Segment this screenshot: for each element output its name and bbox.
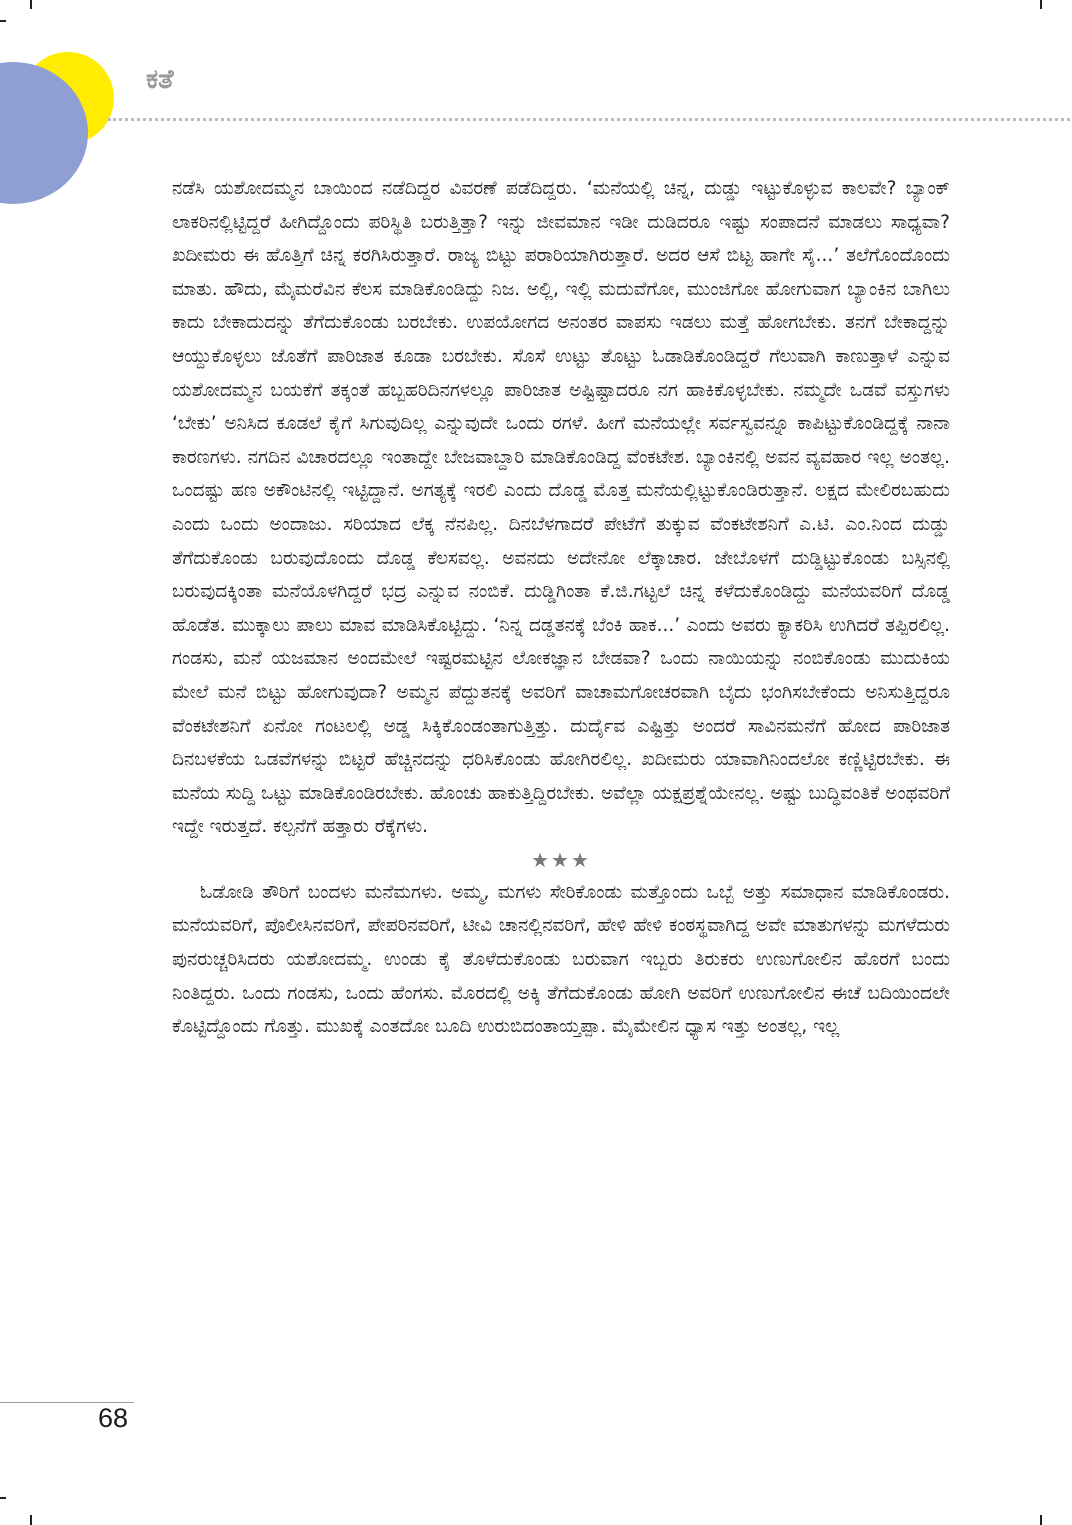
crop-mark-top-left <box>30 0 32 9</box>
section-title: ಕತೆ <box>146 64 174 95</box>
crop-mark-left-lower <box>0 1497 6 1499</box>
crop-mark-bottom-left <box>30 1515 32 1525</box>
header-dotted-rule <box>108 118 1070 121</box>
crop-mark-bottom-right <box>1040 1515 1042 1525</box>
paragraph-1: ನಡೆಸಿ ಯಶೋದಮ್ಮನ ಬಾಯಿಂದ ನಡೆದಿದ್ದರ ವಿವರಣೆ ಪಡೆದಿದ್ದರು. ‘ಮನೆಯಲ್ಲಿ ಚಿನ್ನ, ದುಡ್ಡು ಇಟ್ಟುಕೊಳ್ಳುವ ಕಾಲವೇ? ಬ್ಯಾಂಕ್ ಲಾಕರಿನಲ್ಲಿಟ್ಟಿದ್ದರೆ ಹೀಗಿದ್ದೊಂದು ಪರಿಸ್ಥಿತಿ ಬರುತ್ತಿತ್ತಾ? ಇನ್ನು ಜೀವಮಾನ ಇಡೀ ದುಡಿದರೂ ಇಷ್ಟು ಸಂಪಾದನೆ ಮಾಡಲು ಸಾಧ್ಯವಾ? ಖದೀಮರು ಈ ಹೊತ್ತಿಗೆ ಚಿನ್ನ ಕರಗಿಸಿರುತ್ತಾರೆ. ರಾಜ್ಯ ಬಿಟ್ಟು ಪರಾರಿಯಾಗಿರುತ್ತಾರೆ. ಅದರ ಆಸೆ ಬಿಟ್ಟ ಹಾಗೇ ಸೈ...’ ತಲೆಗೊಂದೊಂದು ಮಾತು. ಹೌದು, ಮೈಮರೆವಿನ ಕೆಲಸ ಮಾಡಿಕೊಂಡಿದ್ದು ನಿಜ. ಅಲ್ಲಿ, ಇಲ್ಲಿ ಮದುವೆಗೋ, ಮುಂಜಿಗೋ ಹೋಗುವಾಗ ಬ್ಯಾಂಕಿನ ಬಾಗಿಲು ಕಾದು ಬೇಕಾದುದನ್ನು ತೆಗೆದುಕೊಂಡು ಬರಬೇಕು. ಉಪಯೋಗದ ಅನಂತರ ವಾಪಸು ಇಡಲು ಮತ್ತೆ ಹೋಗಬೇಕು. ತನಗೆ ಬೇಕಾದ್ದನ್ನು ಆಯ್ದುಕೊಳ್ಳಲು ಜೊತೆಗೆ ಪಾರಿಜಾತ ಕೂಡಾ ಬರಬೇಕು. ಸೊಸೆ ಉಟ್ಟು ತೊಟ್ಟು ಓಡಾಡಿಕೊಂಡಿದ್ದರೆ ಗೆಲುವಾಗಿ ಕಾಣುತ್ತಾಳೆ ಎನ್ನುವ ಯಶೋದಮ್ಮನ ಬಯಕೆಗೆ ತಕ್ಕಂತೆ ಹಬ್ಬಹರಿದಿನಗಳಲ್ಲೂ ಪಾರಿಜಾತ ಅಷ್ಟಿಷ್ಟಾದರೂ ನಗ ಹಾಕಿಕೊಳ್ಳಬೇಕು. ನಮ್ಮದೇ ಒಡವೆ ವಸ್ತುಗಳು ‘ಬೇಕು’ ಅನಿಸಿದ ಕೂಡಲೆ ಕೈಗೆ ಸಿಗುವುದಿಲ್ಲ ಎನ್ನುವುದೇ ಒಂದು ರಗಳೆ. ಹೀಗೆ ಮನೆಯಲ್ಲೇ ಸರ್ವಸ್ವವನ್ನೂ ಕಾಪಿಟ್ಟುಕೊಂಡಿದ್ದಕ್ಕೆ ನಾನಾ ಕಾರಣಗಳು. ನಗದಿನ ವಿಚಾರದಲ್ಲೂ ಇಂತಾದ್ದೇ ಬೇಜವಾಬ್ದಾರಿ ಮಾಡಿಕೊಂಡಿದ್ದ ವೆಂಕಟೇಶ. ಬ್ಯಾಂಕಿನಲ್ಲಿ ಅವನ ವ್ಯವಹಾರ ಇಲ್ಲ ಅಂತಲ್ಲ. ಒಂದಷ್ಟು ಹಣ ಅಕೌಂಟಿನಲ್ಲಿ ಇಟ್ಟಿದ್ದಾನೆ. ಅಗತ್ಯಕ್ಕೆ ಇರಲಿ ಎಂದು ದೊಡ್ಡ ಮೊತ್ತ ಮನೆಯಲ್ಲಿಟ್ಟುಕೊಂಡಿರುತ್ತಾನೆ. ಲಕ್ಷದ ಮೇಲಿರಬಹುದು ಎಂದು ಒಂದು ಅಂದಾಜು. ಸರಿಯಾದ ಲೆಕ್ಕ ನೆನಪಿಲ್ಲ. ದಿನಬೆಳಗಾದರೆ ಪೇಟೆಗೆ ತುಕ್ಕುವ ವೆಂಕಟೇಶನಿಗೆ ಎ.ಟಿ. ಎಂ.ನಿಂದ ದುಡ್ಡು ತೆಗೆದುಕೊಂಡು ಬರುವುದೊಂದು ದೊಡ್ಡ ಕೆಲಸವಲ್ಲ. ಅವನದು ಅದೇನೋ ಲೆಕ್ಕಾಚಾರ. ಜೇಬೊಳಗೆ ದುಡ್ಡಿಟ್ಟುಕೊಂಡು ಬಸ್ಸಿನಲ್ಲಿ ಬರುವುದಕ್ಕಿಂತಾ ಮನೆಯೊಳಗಿದ್ದರೆ ಭದ್ರ ಎನ್ನುವ ನಂಬಿಕೆ. ದುಡ್ಡಿಗಿಂತಾ ಕೆ.ಜಿ.ಗಟ್ಟಲೆ ಚಿನ್ನ ಕಳೆದುಕೊಂಡಿದ್ದು ಮನೆಯವರಿಗೆ ದೊಡ್ಡ ಹೊಡೆತ. ಮುಕ್ಕಾಲು ಪಾಲು ಮಾವ ಮಾಡಿಸಿಕೊಟ್ಟಿದ್ದು. ‘ನಿನ್ನ ದಡ್ಡತನಕ್ಕೆ ಬೆಂಕಿ ಹಾಕ...’ ಎಂದು ಅವರು ಕ್ಯಾಕರಿಸಿ ಉಗಿದರೆ ತಪ್ಪಿರಲಿಲ್ಲ. ಗಂಡಸು, ಮನೆ ಯಜಮಾನ ಅಂದಮೇಲೆ ಇಷ್ಟರಮಟ್ಟಿನ ಲೋಕಜ್ಞಾನ ಬೇಡವಾ? ಒಂದು ನಾಯಿಯನ್ನು ನಂಬಿಕೊಂಡು ಮುದುಕಿಯ ಮೇಲೆ ಮನೆ ಬಿಟ್ಟು ಹೋಗುವುದಾ? ಅಮ್ಮನ ಪೆದ್ದುತನಕ್ಕೆ ಅವರಿಗೆ ವಾಚಾಮಗೋಚರವಾಗಿ ಬೈದು ಭಂಗಿಸಬೇಕೆಂದು ಅನಿಸುತ್ತಿದ್ದರೂ ವೆಂಕಟೇಶನಿಗೆ ಏನೋ ಗಂಟಲಲ್ಲಿ ಅಡ್ಡ ಸಿಕ್ಕಿಕೊಂಡಂತಾಗುತ್ತಿತ್ತು. ದುರ್ದೈವ ಎಷ್ಟಿತ್ತು ಅಂದರೆ ಸಾವಿನಮನೆಗೆ ಹೋದ ಪಾರಿಜಾತ ದಿನಬಳಕೆಯ ಒಡವೆಗಳನ್ನು ಬಿಟ್ಟರೆ ಹೆಚ್ಚಿನದನ್ನು ಧರಿಸಿಕೊಂಡು ಹೋಗಿರಲಿಲ್ಲ. ಖದೀಮರು ಯಾವಾಗಿನಿಂದಲೋ ಕಣ್ಣಿಟ್ಟಿರಬೇಕು. ಈ ಮನೆಯ ಸುದ್ದಿ ಒಟ್ಟು ಮಾಡಿಕೊಂಡಿರಬೇಕು. ಹೊಂಚು ಹಾಕುತ್ತಿದ್ದಿರಬೇಕು. ಅವೆಲ್ಲಾ ಯಕ್ಷಪ್ರಶ್ನೆಯೇನಲ್ಲ. ಅಷ್ಟು ಬುದ್ಧಿವಂತಿಕೆ ಅಂಥವರಿಗೆ ಇದ್ದೇ ಇರುತ್ತದೆ. ಕಲ್ಪನೆಗೆ ಹತ್ತಾರು ರೆಕ್ಕೆಗಳು. <box>172 178 950 838</box>
page-number: 68 <box>98 1403 129 1433</box>
article-body <box>172 172 950 1044</box>
crop-mark-top-right <box>1040 0 1042 9</box>
paragraph-2: ಓಡೋಡಿ ತೌರಿಗೆ ಬಂದಳು ಮನೆಮಗಳು. ಅಮ್ಮ, ಮಗಳು ಸೇರಿಕೊಂಡು ಮತ್ತೊಂದು ಒಬ್ಬೆ ಅತ್ತು ಸಮಾಧಾನ ಮಾಡಿಕೊಂಡರು. ಮನೆಯವರಿಗೆ, ಪೊಲೀಸಿನವರಿಗೆ, ಪೇಪರಿನವರಿಗೆ, ಟೀವಿ ಚಾನಲ್ಲಿನವರಿಗೆ, ಹೇಳಿ ಹೇಳಿ ಕಂಠಸ್ಥವಾಗಿದ್ದ ಅವೇ ಮಾತುಗಳನ್ನು ಮಗಳೆದುರು ಪುನರುಚ್ಚರಿಸಿದರು ಯಶೋದಮ್ಮ. ಉಂಡು ಕೈ ತೊಳೆದುಕೊಂಡು ಬರುವಾಗ ಇಬ್ಬರು ತಿರುಕರು ಉಣುಗೋಲಿನ ಹೊರಗೆ ಬಂದು ನಿಂತಿದ್ದರು. ಒಂದು ಗಂಡಸು, ಒಂದು ಹೆಂಗಸು. ಮೊರದಲ್ಲಿ ಅಕ್ಕಿ ತೆಗೆದುಕೊಂಡು ಹೋಗಿ ಅವರಿಗೆ ಉಣುಗೋಲಿನ ಈಚೆ ಬದಿಯಿಂದಲೇ ಕೊಟ್ಟಿದ್ದೊಂದು ಗೊತ್ತು. ಮುಖಕ್ಕೆ ಎಂತದೋ ಬೂದಿ ಉರುಬಿದಂತಾಯ್ತಪ್ಪಾ. ಮೈಮೇಲಿನ ಧ್ಯಾಸ ಇತ್ತು ಅಂತಲ್ಲ, ಇಲ್ಲ <box>172 881 950 1038</box>
section-separator: ★★★ <box>531 847 591 872</box>
crop-mark-left-upper <box>0 20 6 22</box>
